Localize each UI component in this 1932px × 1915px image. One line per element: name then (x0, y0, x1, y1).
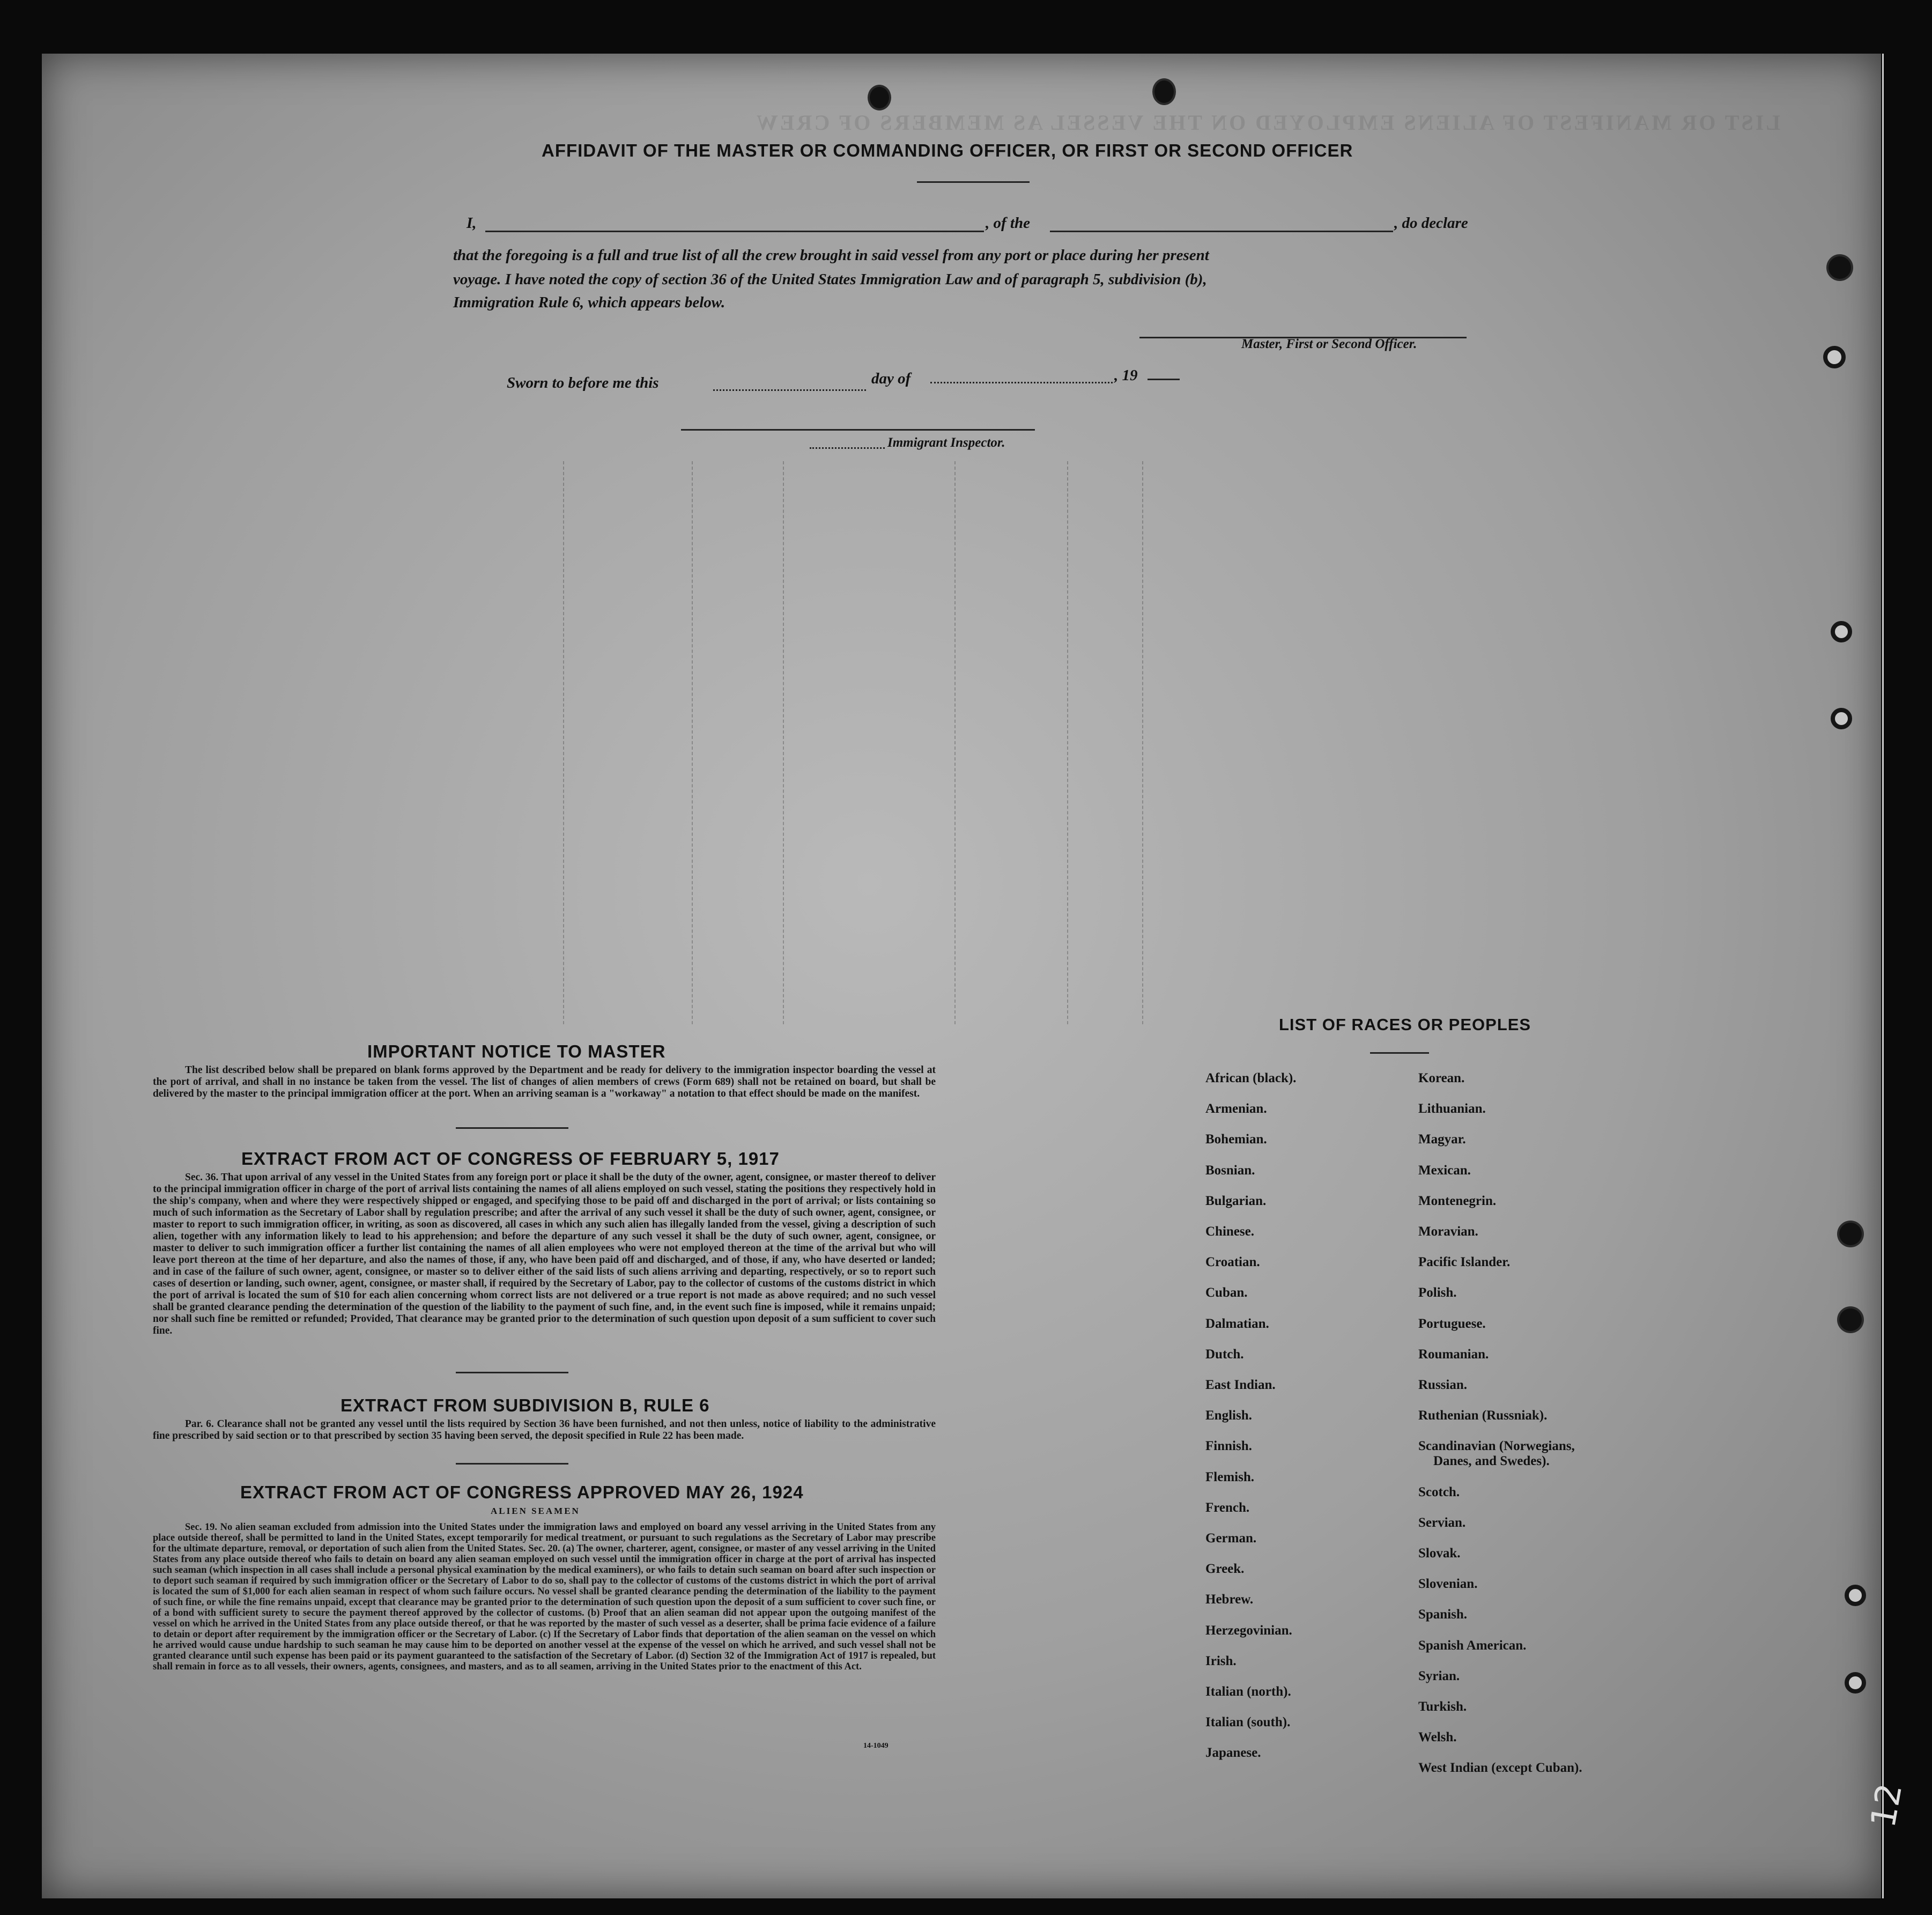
year-blank (1148, 379, 1180, 380)
ghost-column-line (783, 461, 785, 1024)
ghost-column-line (954, 461, 957, 1024)
year-label: , 19 (1114, 367, 1138, 384)
race-item: Moravian. (1418, 1224, 1478, 1239)
race-item: Turkish. (1418, 1699, 1467, 1714)
race-item: Syrian. (1418, 1668, 1460, 1683)
race-item: West Indian (except Cuban). (1418, 1761, 1582, 1776)
race-item: Lithuanian. (1418, 1101, 1486, 1117)
race-item: French. (1205, 1500, 1250, 1515)
inspector-caption: Immigrant Inspector. (887, 435, 1005, 450)
notice-rule (456, 1127, 568, 1129)
race-item: Slovak. (1418, 1546, 1461, 1561)
punch-ring (1831, 708, 1852, 729)
race-item: Dutch. (1205, 1347, 1244, 1362)
name-blank (485, 231, 984, 232)
race-item: Croatian. (1205, 1255, 1260, 1270)
punch-ring (1845, 1672, 1866, 1694)
sworn-day-blank (713, 389, 866, 391)
race-item: Polish. (1418, 1285, 1457, 1300)
affidavit-line2: that the foregoing is a full and true list of all the crew brought in said vessel from any port or place during her present (453, 247, 1209, 264)
race-item: Italian (south). (1205, 1715, 1291, 1730)
race-item: Magyar. (1418, 1132, 1466, 1147)
sworn-month-blank (930, 382, 1113, 383)
inspector-signature-line (681, 429, 1035, 431)
race-item: Mexican. (1418, 1163, 1471, 1178)
race-item: Italian (north). (1205, 1684, 1291, 1699)
day-of-label: day of (871, 370, 911, 387)
race-item: Dalmatian. (1205, 1316, 1269, 1331)
race-item: Herzegovinian. (1205, 1623, 1292, 1638)
race-item: Scotch. (1418, 1484, 1460, 1499)
race-item: Russian. (1418, 1378, 1468, 1392)
races-rule (1370, 1052, 1429, 1054)
race-item: Japanese. (1205, 1746, 1261, 1761)
race-item: English. (1205, 1408, 1252, 1423)
affidavit-line3: voyage. I have noted the copy of section 36 of the United States Immigration Law and of paragraph 5, subdivision (b), (453, 271, 1207, 288)
race-item: Cuban. (1205, 1285, 1248, 1300)
ghost-column-line (1142, 461, 1144, 1024)
bleed-through-heading: LIST OR MANIFEST OF ALIENS EMPLOYED ON THE VESSEL AS MEMBERS OF CREW (754, 110, 1780, 135)
punch-ring (1823, 346, 1846, 368)
affidavit-line1-of-the: , of the (986, 215, 1030, 232)
punch-hole (870, 87, 889, 108)
race-item: Korean. (1418, 1071, 1465, 1085)
extract-1917-body: Sec. 36. That upon arrival of any vessel in the United States from any foreign port or place it shall be the duty of the owner, agent, consignee, or master thereof to deliver to the principal immigration officer in charge of the port of arrival lists containing the names of all aliens employed on such vessel, stating the positions they respectively hold in the ship's company, when and where they were respectively shipped or engaged, and specifying those to be paid off and discharged in the port of arrival; or lists containing so much of such information as the Secretary of Labor shall by regulation prescribe; and after the arrival of any such vessel it shall be the duty of such owner, agent, consignee, or master to report to such immigration officer, in writing, as soon as discovered, all cases in which any such alien has illegally landed from the vessel, giving a description of such alien, together with any information likely to lead to his apprehension; and before the departure of any such vessel it shall be the duty of such owner, agent, consignee, or master to deliver to such immigration officer a further list containing the names of all alien employees who were not employed thereon at the time of the arrival but who will leave port thereon at the time of her departure, and also the names of those, if any, who have been paid off and discharged, and of those, if any, who have deserted or landed; and in case of the failure of such owner, agent, consignee, or master so to deliver either of the said lists of such aliens arriving and departing, respectively, or so to report such cases of desertion or landing, such owner, agent, consignee, or master shall, if required by the Secretary of Labor, pay to the collector of customs of the customs district in which the port of arrival is located the sum of $10 for each alien concerning whom correct lists are not delivered or a true report is not made as above required; and no such vessel shall be granted clearance pending the determination of the question of the liability to the payment of such fine, and, in the event such fine is imposed, while it remains unpaid; nor shall such fine be remitted or refunded; Provided, That clearance may be granted prior to the determination of such question upon deposit of a sum sufficient to cover such fine. (153, 1172, 936, 1336)
races-title: LIST OF RACES OR PEOPLES (1279, 1015, 1531, 1034)
race-item: Slovenian. (1418, 1577, 1478, 1592)
affidavit-title-rule (917, 181, 1030, 183)
race-item: Flemish. (1205, 1469, 1254, 1484)
punch-hole (1839, 1308, 1862, 1331)
race-item: Greek. (1205, 1562, 1245, 1577)
rule6-rule (456, 1463, 568, 1465)
master-signature-caption: Master, First or Second Officer. (1241, 337, 1417, 351)
race-item: Scandinavian (Norwegians, (1418, 1439, 1575, 1454)
race-item: Bosnian. (1205, 1163, 1255, 1178)
ghost-column-line (1067, 461, 1069, 1024)
ghost-column-line (692, 461, 694, 1024)
punch-ring (1831, 621, 1852, 642)
form-number: 14-1049 (863, 1742, 889, 1750)
race-item: Pacific Islander. (1418, 1255, 1511, 1270)
rule6-title: EXTRACT FROM SUBDIVISION B, RULE 6 (340, 1395, 710, 1415)
extract-1924-body: Sec. 19. No alien seaman excluded from admission into the United States under the immigration laws and employed on board any vessel arriving in the United States from any place outside thereof, shall be permitted to land in the United States, except temporarily for medical treatment, or pursuant to such regulations as the Secretary of Labor may prescribe for the ultimate departure, removal, or deportation of such alien from the United States. Sec. 20. (a) The owner, charterer, agent, consignee, or master of any vessel arriving in the United States from any place outside thereof who fails to detain on board any alien seaman employed on such vessel until the immigration officer in charge at the port of arrival has inspected such seaman (which inspection in all cases shall include a personal physical examination by the medical examiners), or who fails to detain such seaman on board after such inspection or to deport such seaman if required by such immigration officer or the Secretary of Labor to do so, shall pay to the collector of customs of the customs district in which the port of arrival is located the sum of $1,000 for each alien seaman in respect of whom such failure occurs. No vessel shall be granted clearance pending the determination of the liability to the payment of such fine, or while the fine remains unpaid, except that clearance may be granted prior to the determination of such question upon the deposit of a sum sufficient to cover such fine, or of a bond with sufficient surety to secure the payment thereof approved by the collector of customs. (b) Proof that an alien seaman did not appear upon the outgoing manifest of the vessel on which he arrived in the United States from any place outside thereof, or that he was reported by the master of such vessel as a deserter, shall be prima facie evidence of a failure to detain or deport after requirement by the immigration officer or the Secretary of Labor. (c) If the Secretary of Labor finds that deportation of the alien seaman on the vessel on which he arrived would cause undue hardship to such seaman he may cause him to be deported on another vessel at the expense of the vessel on which he arrived, and such vessel shall not be granted clearance until such expense has been paid or its payment guaranteed to the satisfaction of the Secretary of Labor. (d) Section 32 of the Immigration Act of 1917 is repealed, but shall remain in force as to all vessels, their owners, agents, consignees, and masters, and as to all seamen, arriving in the United States prior to the enactment of this Act. (153, 1522, 936, 1672)
race-item: Spanish. (1418, 1607, 1468, 1622)
race-item: Armenian. (1205, 1101, 1267, 1117)
race-item: German. (1205, 1531, 1257, 1546)
affidavit-line1-declare: , do declare (1394, 215, 1468, 232)
race-item: Bulgarian. (1205, 1193, 1267, 1208)
race-item: Danes, and Swedes). (1433, 1454, 1550, 1469)
inspector-dots (810, 447, 885, 449)
punch-hole (1154, 80, 1174, 103)
rule6-body: Par. 6. Clearance shall not be granted any vessel until the lists required by Section 36 have been furnished, and not then unless, notice of liability to the administrative fine prescribed by said section or to that prescribed by section 35 having been served, the deposit specified in Rule 22 has been made. (153, 1418, 936, 1441)
race-item: Montenegrin. (1418, 1193, 1497, 1208)
race-item: African (black). (1205, 1071, 1297, 1085)
race-item: Spanish American. (1418, 1638, 1527, 1653)
race-item: Finnish. (1205, 1439, 1252, 1454)
punch-hole (1839, 1223, 1862, 1245)
race-item: Roumanian. (1418, 1347, 1489, 1362)
race-item: Chinese. (1205, 1224, 1254, 1239)
affidavit-line1-i: I, (467, 215, 477, 232)
race-item: Bohemian. (1205, 1132, 1267, 1147)
race-item: Welsh. (1418, 1730, 1457, 1745)
race-item: Ruthenian (Russniak). (1418, 1408, 1548, 1423)
alien-seamen-subtitle: ALIEN SEAMEN (491, 1506, 580, 1516)
race-item: East Indian. (1205, 1378, 1276, 1392)
punch-hole (1829, 256, 1851, 279)
affidavit-title: AFFIDAVIT OF THE MASTER OR COMMANDING OFFICER, OR FIRST OR SECOND OFFICER (542, 141, 1353, 160)
race-item: Portuguese. (1418, 1316, 1486, 1331)
ghost-column-line (563, 461, 565, 1024)
notice-body: The list described below shall be prepared on blank forms approved by the Department and be ready for delivery to the immigration inspector boarding the vessel at the port of arrival, and shall in no instance be taken from the vessel. The list of changes of alien members of crews (Form 689) shall not be retained on board, but shall be delivered by the master to the principal immigration officer at the port. When an arriving seaman is a "workaway" a notation to that effect should be made on the manifest. (153, 1064, 936, 1099)
extract-1924-title: EXTRACT FROM ACT OF CONGRESS APPROVED MAY 26, 1924 (240, 1482, 804, 1502)
vessel-blank (1050, 231, 1393, 232)
punch-ring (1845, 1585, 1866, 1606)
notice-title: IMPORTANT NOTICE TO MASTER (367, 1041, 666, 1061)
race-item: Irish. (1205, 1653, 1237, 1668)
race-item: Servian. (1418, 1515, 1466, 1530)
affidavit-line4: Immigration Rule 6, which appears below. (453, 294, 726, 311)
margin-page-number: 12 (1863, 1780, 1911, 1831)
extract-1917-title: EXTRACT FROM ACT OF CONGRESS OF FEBRUARY 5, 1917 (241, 1149, 780, 1169)
sheet-edge (1882, 54, 1884, 1898)
sworn-label: Sworn to before me this (507, 374, 659, 391)
race-item: Hebrew. (1205, 1592, 1254, 1607)
extract-1917-rule (456, 1372, 568, 1373)
